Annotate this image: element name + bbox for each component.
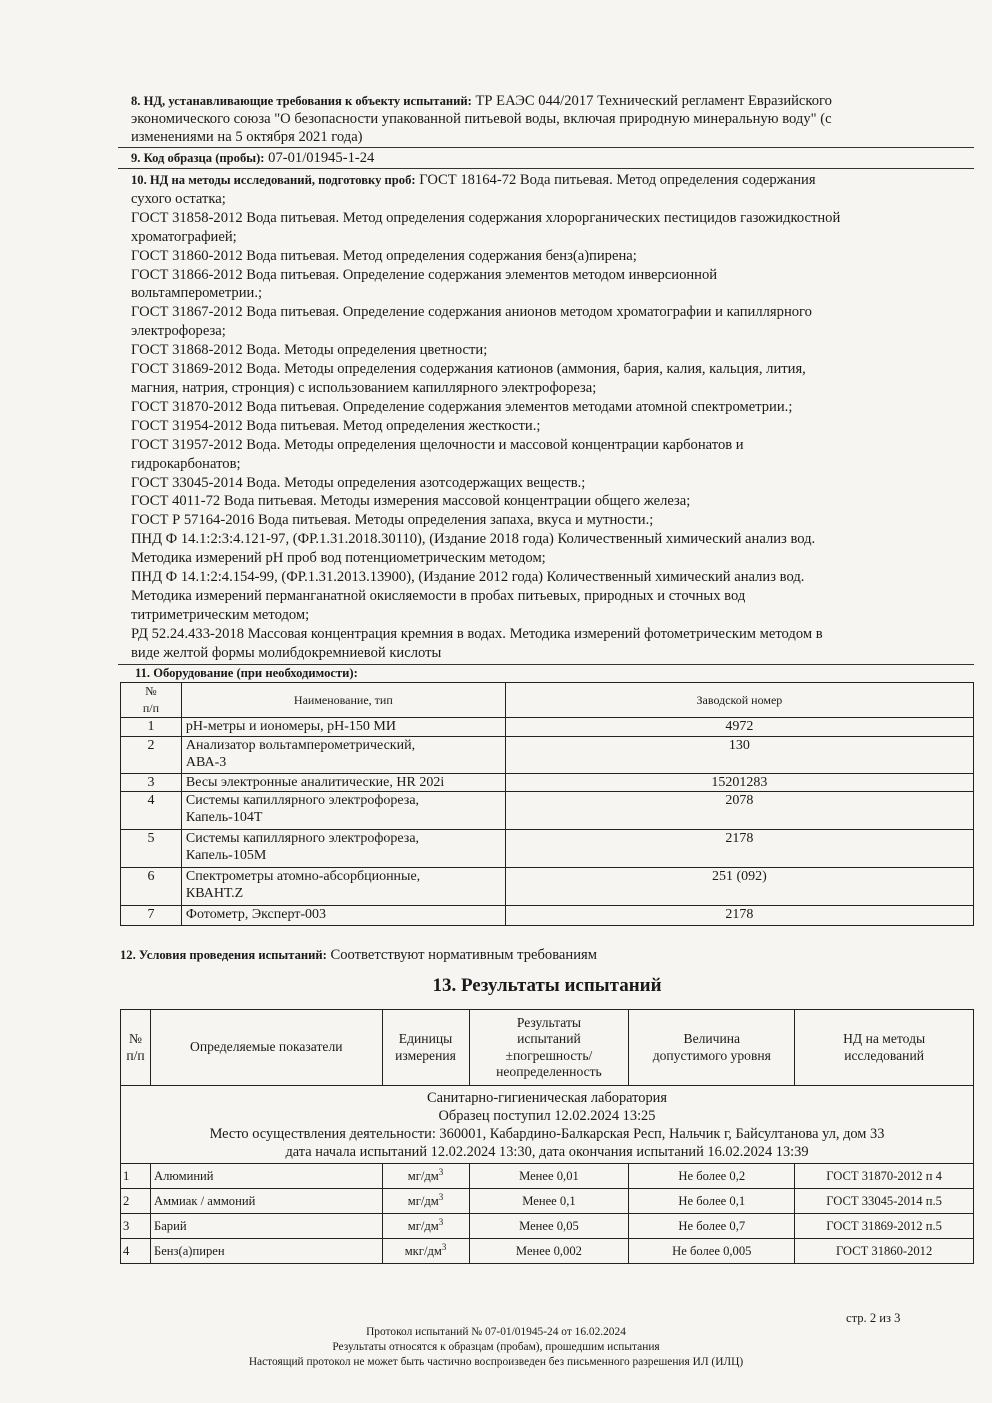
equipment-row (121, 774, 974, 792)
divider (118, 147, 974, 148)
section-12-label: 12. Условия проведения испытаний: (120, 948, 327, 962)
method-line: сухого остатка; (131, 190, 226, 207)
result-row (121, 1214, 974, 1239)
equipment-name: Системы капиллярного электрофореза, Капель-104Т (181, 792, 505, 830)
section-8-line: экономического союза "О безопасности упакованной питьевой воды, включая природную минеральную воду" (с (131, 111, 832, 128)
test-dates: дата начала испытаний 12.02.2024 13:30, дата окончания испытаний 16.02.2024 13:39 (285, 1143, 809, 1160)
equipment-serial: 15201283 (505, 774, 973, 792)
method-line: ПНД Ф 14.1:2:4.154-99, (ФР.1.31.2013.13900), (Издание 2012 года) Количественный химический анализ вод. (131, 569, 805, 586)
method-line: магния, натрия, стронция) с использованием капиллярного электрофореза; (131, 379, 597, 396)
section-8-line: изменениями на 5 октября 2021 года) (131, 129, 363, 146)
equipment-name: Фотометр, Эксперт-003 (181, 906, 505, 926)
method-line: ГОСТ 31957-2012 Вода. Методы определения щелочности и массовой концентрации карбонатов и (131, 436, 744, 453)
method-line: ПНД Ф 14.1:2:3:4.121-97, (ФР.1.31.2018.30110), (Издание 2018 года) Количественный химический анализ вод. (131, 531, 816, 548)
method-line: ГОСТ 31868-2012 Вода. Методы определения цветности; (131, 342, 488, 359)
results-header-limit: Величина допустимого уровня (629, 1010, 795, 1086)
result-param: Алюминий (150, 1164, 382, 1189)
method-line: ГОСТ 33045-2014 Вода. Методы определения азотсодержащих веществ.; (131, 474, 586, 491)
method-line: титриметрическим методом; (131, 606, 310, 623)
section-10 (131, 171, 971, 663)
method-line: ГОСТ Р 57164-2016 Вода питьевая. Методы определения запаха, вкуса и мутности.; (131, 512, 654, 529)
result-limit: Не более 0,2 (629, 1164, 795, 1189)
method-line: хроматографией; (131, 228, 237, 245)
section-8-line: ТР ЕАЭС 044/2017 Технический регламент Евразийского (475, 93, 832, 109)
result-method: ГОСТ 31869-2012 п.5 (795, 1214, 974, 1239)
results-header-method: НД на методы исследований (795, 1010, 974, 1086)
method-line: Методика измерений рН проб вод потенциометрическим методом; (131, 550, 546, 567)
equipment-name: Весы электронные аналитические, HR 202i (181, 774, 505, 792)
results-header-units: Единицы измерения (382, 1010, 469, 1086)
equipment-num: 6 (121, 868, 182, 906)
result-method: ГОСТ 31870-2012 п 4 (795, 1164, 974, 1189)
equipment-serial: 2178 (505, 906, 973, 926)
method-line: ГОСТ 31860-2012 Вода питьевая. Метод определения содержания бенз(а)пирена; (131, 247, 637, 264)
result-num: 4 (121, 1239, 151, 1264)
equipment-serial: 4972 (505, 718, 973, 737)
result-unit: $мг/дм^3$ (382, 1189, 469, 1214)
footer-disclaimer: Настоящий протокол не может быть частично воспроизведен без письменного разрешения ИЛ (ИЛЦ) (248, 1356, 744, 1368)
result-num: 2 (121, 1189, 151, 1214)
activity-address: Место осуществления деятельности: 360001, Кабардино-Балкарская Респ, Нальчик г, Байсултанова ул, дом 33 (209, 1125, 885, 1142)
method-line: ГОСТ 31867-2012 Вода питьевая. Определение содержания анионов методом хроматографии и капиллярного (131, 304, 812, 321)
result-limit: Не более 0,1 (629, 1189, 795, 1214)
equipment-serial: 2178 (505, 830, 973, 868)
equipment-row (121, 830, 974, 868)
results-info (121, 1086, 974, 1164)
result-value: Менее 0,002 (469, 1239, 629, 1264)
equipment-num: 5 (121, 830, 182, 868)
result-limit: Не более 0,7 (629, 1214, 795, 1239)
results-header-param: Определяемые показатели (150, 1010, 382, 1086)
section-10-label: 10. НД на методы исследований, подготовку проб: (131, 173, 416, 187)
method-line: ГОСТ 31858-2012 Вода питьевая. Метод определения содержания хлорорганических пестицидов газожидкостной (131, 209, 841, 226)
equipment-name: Спектрометры атомно-абсорбционные, КВАНТ.Z (181, 868, 505, 906)
method-line: вольтамперометрии.; (131, 285, 263, 302)
section-8 (131, 92, 971, 147)
section-9 (131, 149, 971, 167)
result-unit: $мг/дм^3$ (382, 1214, 469, 1239)
method-line: ГОСТ 31870-2012 Вода питьевая. Определение содержания элементов методами атомной спектрометрии.; (131, 398, 793, 415)
method-line: РД 52.24.433-2018 Массовая концентрация кремния в водах. Методика измерений фотометрическим методом в (131, 625, 823, 642)
result-row (121, 1189, 974, 1214)
results-header-num: № п/п (121, 1010, 151, 1086)
equipment-serial: 2078 (505, 792, 973, 830)
method-line: ГОСТ 18164-72 Вода питьевая. Метод определения содержания (419, 172, 816, 188)
result-limit: Не более 0,005 (629, 1239, 795, 1264)
method-line: электрофореза; (131, 323, 226, 340)
result-value: Менее 0,05 (469, 1214, 629, 1239)
lab-name: Санитарно-гигиеническая лаборатория (427, 1089, 667, 1106)
result-unit: мкг/$дм^3$ (382, 1239, 469, 1264)
footer-note: Результаты относятся к образцам (пробам), прошедшим испытания (332, 1341, 660, 1353)
equipment-header-serial: Заводской номер (505, 683, 973, 718)
section-11-title: 11. Оборудование (при необходимости): (135, 666, 358, 680)
equipment-row (121, 718, 974, 737)
method-line: ГОСТ 4011-72 Вода питьевая. Методы измерения массовой концентрации общего железа; (131, 493, 691, 510)
equipment-num: 7 (121, 906, 182, 926)
method-line: ГОСТ 31869-2012 Вода. Методы определения содержания катионов (аммония, бария, калия, кальция, лития, (131, 361, 806, 378)
equipment-name: Анализатор вольтамперометрический, АВА-3 (181, 737, 505, 774)
result-value: Менее 0,01 (469, 1164, 629, 1189)
method-line: виде желтой формы молибдокремниевой кислоты (131, 644, 442, 661)
equipment-serial: 251 (092) (505, 868, 973, 906)
equipment-row (121, 868, 974, 906)
page-number: стр. 2 из 3 (846, 1311, 901, 1325)
result-row (121, 1239, 974, 1264)
footer-protocol: Протокол испытаний № 07-01/01945-24 от 16.02.2024 (366, 1326, 626, 1338)
method-line: гидрокарбонатов; (131, 455, 241, 472)
equipment-num: 4 (121, 792, 182, 830)
equipment-row (121, 906, 974, 926)
divider (118, 664, 974, 665)
equipment-num: 1 (121, 718, 182, 737)
equipment-header-name: Наименование, тип (181, 683, 505, 718)
equipment-serial: 130 (505, 737, 973, 774)
equipment-table (120, 682, 974, 926)
equipment-row (121, 792, 974, 830)
section-8-label: 8. НД, устанавливающие требования к объекту испытаний: (131, 94, 472, 108)
result-value: Менее 0,1 (469, 1189, 629, 1214)
results-header-result: Результаты испытаний ±погрешность/ неопределенность (469, 1010, 629, 1086)
result-method: ГОСТ 31860-2012 (795, 1239, 974, 1264)
result-method: ГОСТ 33045-2014 п.5 (795, 1189, 974, 1214)
equipment-row (121, 737, 974, 774)
method-line: ГОСТ 31954-2012 Вода питьевая. Метод определения жесткости.; (131, 417, 541, 434)
method-line: ГОСТ 31866-2012 Вода питьевая. Определение содержания элементов методом инверсионной (131, 266, 718, 283)
equipment-name: pH-метры и иономеры, pH-150 МИ (181, 718, 505, 737)
sample-code: 07-01/01945-1-24 (268, 150, 375, 166)
section-12 (120, 946, 597, 964)
result-param: Бенз(а)пирен (150, 1239, 382, 1264)
test-conditions: Соответствуют нормативным требованиям (330, 947, 597, 963)
result-param: Барий (150, 1214, 382, 1239)
divider (118, 168, 974, 169)
result-param: Аммиак / аммоний (150, 1189, 382, 1214)
result-unit: $мг/дм^3$ (382, 1164, 469, 1189)
equipment-header-num: № п/п (121, 683, 182, 718)
sample-received: Образец поступил 12.02.2024 13:25 (438, 1107, 656, 1124)
section-9-label: 9. Код образца (пробы): (131, 151, 265, 165)
result-num: 1 (121, 1164, 151, 1189)
equipment-name: Системы капиллярного электрофореза, Капель-105М (181, 830, 505, 868)
result-row (121, 1164, 974, 1189)
equipment-num: 2 (121, 737, 182, 774)
equipment-num: 3 (121, 774, 182, 792)
result-num: 3 (121, 1214, 151, 1239)
method-line: Методика измерений перманганатной окисляемости в пробах питьевых, природных и сточных вод (131, 587, 746, 604)
results-table (120, 1009, 974, 1264)
results-title: 13. Результаты испытаний (432, 975, 662, 996)
